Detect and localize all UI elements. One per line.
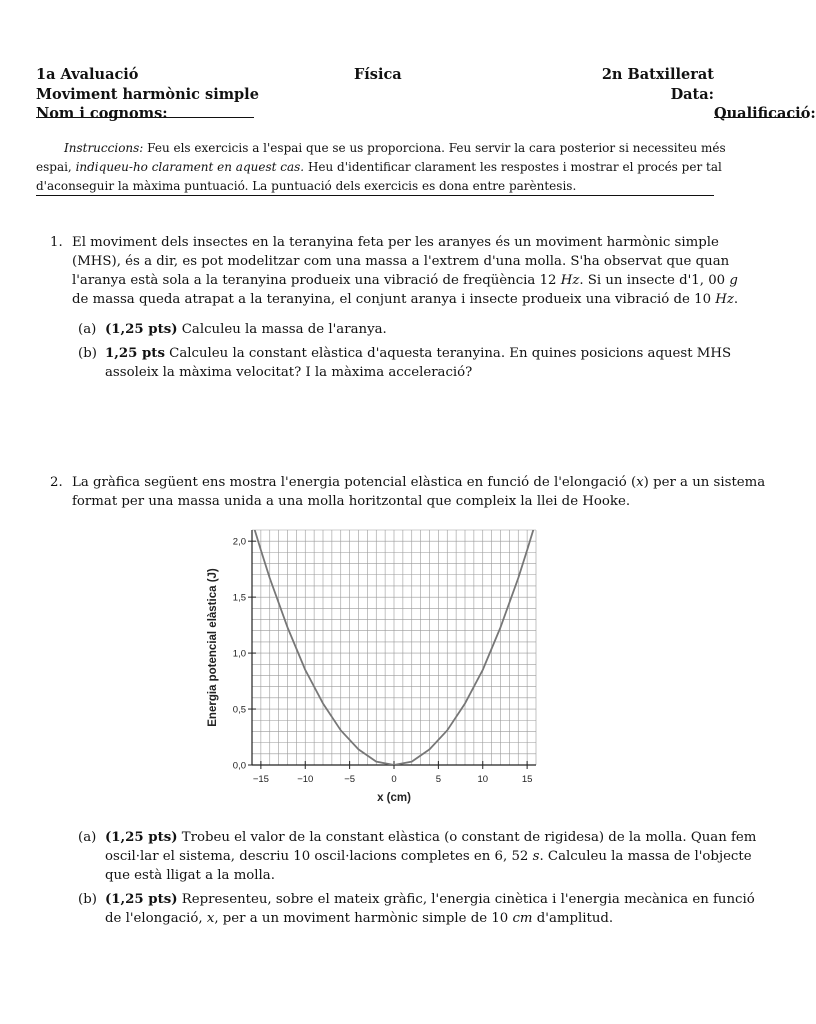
header-row-3 xyxy=(36,105,816,125)
x-tick-label: 15 xyxy=(521,774,533,785)
points-badge: (1,25 pts) xyxy=(105,830,178,845)
x-axis-label: x (cm) xyxy=(377,792,411,804)
question-2-number: 2. xyxy=(50,475,63,490)
date-label: Data: xyxy=(670,86,714,103)
x-tick-label: 10 xyxy=(477,774,489,785)
potential-energy-chart xyxy=(200,528,550,808)
x-tick-label: 0 xyxy=(391,774,397,785)
question-1-text: El moviment dels insectes en la teranyina feta per les aranyes és un moviment harmònic simple (MHS), és a dir, es pot modelitzar com una massa a l'extrem d'una molla. S'ha observat que quan l'aranya està sola a la teranyina produeix una vibració de freqüència 12 Hz. Si un insecte d'1, 00 g de massa queda atrapat a la teranyina, el conjunt aranya i insecte produeix una vibració de 10 Hz. xyxy=(72,235,739,307)
question-1-number: 1. xyxy=(50,235,63,250)
y-tick-label: 1,0 xyxy=(232,648,246,660)
topic-label: Moviment harmònic simple xyxy=(36,86,259,103)
instructions-block xyxy=(36,139,726,196)
instructions-line-1: Instruccions: Feu els exercicis a l'espai que se us proporciona. Feu servir la cara posterior si necessiteu més xyxy=(64,141,726,155)
y-axis-label: Energia potencial elàstica (J) xyxy=(207,568,219,727)
question-2-text: La gràfica següent ens mostra l'energia potencial elàstica en funció de l'elongació (x) per a un sistema format per una massa unida a una molla horitzontal que compleix la llei de Hooke. xyxy=(72,475,766,509)
x-tick-label: 5 xyxy=(435,774,442,785)
points-badge: 1,25 pts xyxy=(105,346,165,361)
instructions-line-3: d'aconseguir la màxima puntuació. La puntuació dels exercicis es dona entre parèntesis. xyxy=(36,179,577,193)
grade-blank[interactable] xyxy=(714,105,802,118)
x-tick-label: −5 xyxy=(344,774,356,785)
exam-page: 1a Avaluació Física 2n Batxillerat Moviment harmònic simple Data: Nom i cognoms: Qualificació: Instruccions: Feu els exercicis a l'espai que se us proporciona. Feu servir la cara posterior si necessiteu més espai, indiqueu-ho clarament en aquest cas. Heu d'identificar clarament les respostes i mostrar el procés per tal d'aconseguir la màxima puntuació. La puntuació dels exercicis es dona entre parèntesis. 1. El moviment dels insectes en la teranyina feta per les aranyes és un moviment harmònic simple (MHS), és a dir, es pot modelitzar com una massa a l'extrem d'una molla. S'ha observat que quan l'aranya està sola a la teranyina produeix una vibració de freqüència 12 Hz. Si un insecte d'1, 00 g de massa queda atrapat a la teranyina, el conjunt aranya i insecte produeix una vibració de 10 Hz. (a) (1,25 pts) Calculeu la massa de l'aranya. (b) 1,25 pts Calculeu la constant elàstica d'aquesta teranyina. En quines posicions aquest MHS assoleix la màxima velocitat? I la màxima acceleració? 2. La gràfica següent ens mostra l'energia potencial elàstica en funció de l'elongació (x) per a un sistema format per una massa unida a una molla horitzontal que compleix la llei de Hooke. −15 −10 −5 0 5 10 15 0,0 0,5 1,0 1,5 2,0 x (cm) Energia potencial elàstica (J) (a) (1,25 pts) Trobeu el valor de la constant elàstica (o constant de rigidesa) de la molla. Quan fem oscil·lar el sistema, descriu 10 oscil·lacions completes en 6, 52 s. Calculeu la massa de l'objecte que està lligat a la molla. (b) (1,25 pts) Representeu, sobre el mateix gràfic, l'energia cinètica i l'energia mecànica en funció de l'elongació, x, per a un moviment harmònic simple de 10 cm d'amplitud. xyxy=(36,66,816,926)
x-tick-label: −10 xyxy=(297,774,314,785)
name-label: Nom i cognoms: xyxy=(36,105,168,122)
grade-label: Qualificació: xyxy=(714,105,816,122)
instructions-line-2: espai, indiqueu-ho clarament en aquest cas. Heu d'identificar clarament les respostes i mostrar el procés per tal xyxy=(36,160,722,174)
x-tick-label: −15 xyxy=(252,774,269,785)
points-badge: (1,25 pts) xyxy=(105,892,178,907)
subject-label: Física xyxy=(354,66,402,83)
y-tick-label: 2,0 xyxy=(232,536,246,548)
y-tick-label: 0,0 xyxy=(232,760,246,772)
course-label: 2n Batxillerat xyxy=(601,66,714,83)
header-row-1 xyxy=(36,66,714,86)
evaluation-label: 1a Avaluació xyxy=(36,66,139,83)
name-blank[interactable] xyxy=(36,105,254,118)
points-badge: (1,25 pts) xyxy=(105,322,178,337)
y-tick-label: 1,5 xyxy=(232,592,246,604)
instructions-label: Instruccions: xyxy=(64,141,144,155)
y-tick-label: 0,5 xyxy=(232,704,246,716)
instructions-divider xyxy=(36,195,714,196)
header-row-2 xyxy=(36,86,714,106)
